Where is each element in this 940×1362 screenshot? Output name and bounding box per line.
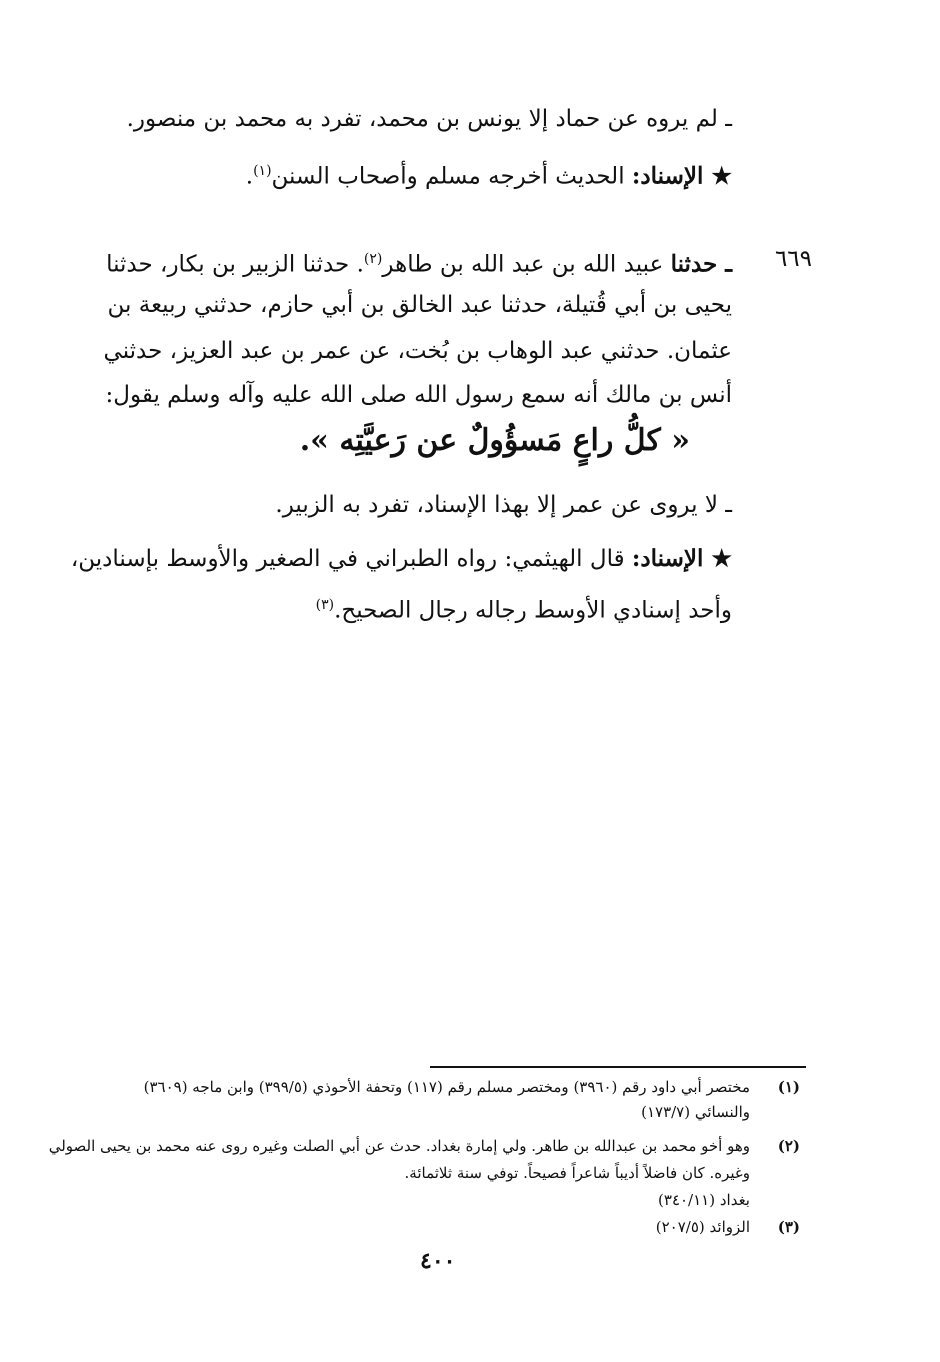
- isnad-line-2: [316, 590, 732, 626]
- isnad-label: ★ الإسناد:: [631, 162, 732, 190]
- footnote-number: (٢): [777, 1137, 800, 1155]
- text-line: ـ لم يروه عن حماد إلا يونس بن محمد، تفرد به محمد بن منصور.: [126, 106, 732, 132]
- hadith-text: . حدثنا الزبير بن بكار، حدثنا: [106, 251, 364, 278]
- isnad-text: قال الهيثمي: رواه الطبراني في الصغير والأوسط بإسنادين،: [70, 546, 625, 572]
- hadith-number: ٦٦٩: [774, 246, 812, 272]
- isnad-line: ★ الإسناد: الحديث أخرجه مسلم وأصحاب السنن$^{(١)}$.: [245, 162, 732, 190]
- hadith-intro: ـ حدثنا: [670, 250, 732, 278]
- footnote-number: (١): [777, 1078, 800, 1096]
- footnote-separator: [430, 1066, 806, 1068]
- isnad-text: الحديث أخرجه مسلم وأصحاب السنن: [271, 163, 625, 190]
- footnote-line: بغداد (٣٤٠/١١): [658, 1191, 750, 1209]
- page-number: ٤٠٠: [420, 1248, 456, 1274]
- hadith-line-3: عثمان. حدثني عبد الوهاب بن بُخت، عن عمر بن عبد العزيز، حدثني: [103, 338, 732, 364]
- isnad-line-1: [71, 544, 732, 574]
- isnad-label: ★ الإسناد:: [631, 545, 732, 572]
- footnote-ref: (٢): [363, 251, 383, 267]
- hadith-line-2: يحيى بن أبي قُتيلة، حدثنا عبد الخالق بن أبي حازم، حدثني ربيعة بن: [107, 292, 732, 318]
- narrator-name: عبيد الله بن عبد الله بن طاهر: [382, 251, 664, 278]
- hadith-line-4: أنس بن مالك أنه سمع رسول الله صلى الله عليه وآله وسلم يقول:: [105, 382, 732, 408]
- hadith-line-1: [106, 244, 732, 280]
- footnote-line: والنسائي (١٧٣/٧): [641, 1103, 750, 1121]
- footnote-number: (٣): [777, 1218, 800, 1236]
- footnote-line: وغيره. كان فاضلاً أديباً شاعراً فصيحاً. توفي سنة ثلاثمائة.: [404, 1164, 750, 1182]
- isnad-text: وأحد إسنادي الأوسط رجاله رجال الصحيح.: [334, 597, 732, 624]
- footnote-line: وهو أخو محمد بن عبدالله بن طاهر. ولي إمارة بغداد. حدث عن أبي الصلت وغيره روى عنه محمد بن يحيى الصولي: [48, 1137, 750, 1155]
- footnote-line: مختصر أبي داود رقم (٣٩٦٠) ومختصر مسلم رقم (١١٧) وتحفة الأحوذي (٣٩٩/٥) وابن ماجه (٣٦٠٩): [143, 1078, 750, 1096]
- footnote-ref: (١): [253, 163, 272, 179]
- hadith-quote: « كلُّ راعٍ مَسؤُولٌ عن رَعيَّتِه ».: [299, 423, 690, 458]
- hadith-note: ـ لا يروى عن عمر إلا بهذا الإسناد، تفرد به الزبير.: [275, 492, 732, 518]
- footnote-line: الزوائد (٢٠٧/٥): [655, 1218, 750, 1236]
- footnote-ref: (٣): [315, 597, 335, 613]
